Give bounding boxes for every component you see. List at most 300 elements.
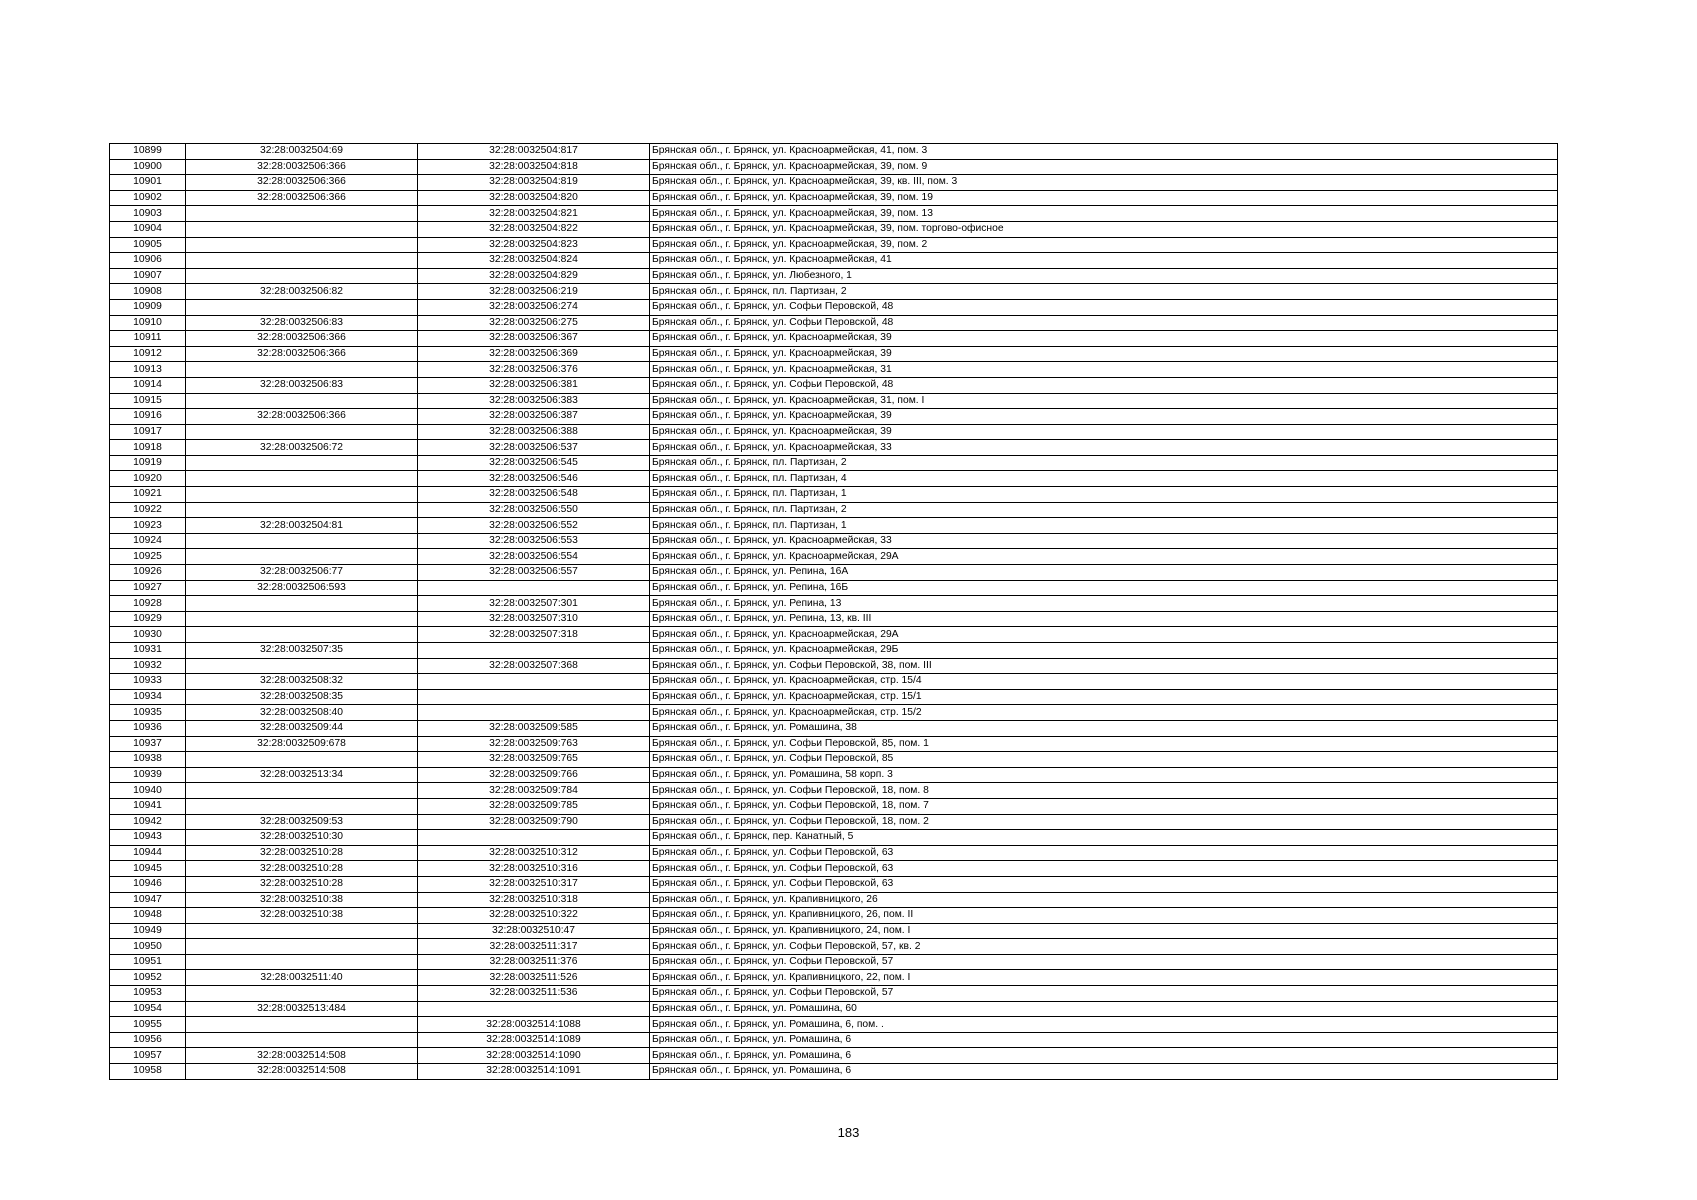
address-cell: Брянская обл., г. Брянск, пл. Партизан, 2 bbox=[650, 284, 1558, 300]
row-number-cell: 10932 bbox=[110, 658, 186, 674]
address-cell: Брянская обл., г. Брянск, ул. Красноармейская, 31 bbox=[650, 362, 1558, 378]
object-cadastral-number-cell: 32:28:0032506:383 bbox=[418, 393, 650, 409]
address-cell: Брянская обл., г. Брянск, ул. Красноармейская, 39 bbox=[650, 409, 1558, 425]
row-number-cell: 10919 bbox=[110, 455, 186, 471]
parcel-cadastral-number-cell: 32:28:0032509:44 bbox=[186, 720, 418, 736]
row-number-cell: 10914 bbox=[110, 377, 186, 393]
row-number-cell: 10953 bbox=[110, 986, 186, 1002]
parcel-cadastral-number-cell: 32:28:0032510:38 bbox=[186, 892, 418, 908]
table-row bbox=[110, 861, 1558, 877]
table-row bbox=[110, 689, 1558, 705]
table-row bbox=[110, 455, 1558, 471]
object-cadastral-number-cell: 32:28:0032510:318 bbox=[418, 892, 650, 908]
object-cadastral-number-cell: 32:28:0032509:763 bbox=[418, 736, 650, 752]
object-cadastral-number-cell: 32:28:0032511:317 bbox=[418, 939, 650, 955]
address-cell: Брянская обл., г. Брянск, ул. Любезного, 1 bbox=[650, 268, 1558, 284]
address-cell: Брянская обл., г. Брянск, ул. Софьи Перовской, 57 bbox=[650, 986, 1558, 1002]
row-number-cell: 10899 bbox=[110, 144, 186, 160]
address-cell: Брянская обл., г. Брянск, ул. Софьи Перовской, 63 bbox=[650, 876, 1558, 892]
object-cadastral-number-cell: 32:28:0032509:585 bbox=[418, 720, 650, 736]
parcel-cadastral-number-cell bbox=[186, 549, 418, 565]
parcel-cadastral-number-cell: 32:28:0032508:32 bbox=[186, 674, 418, 690]
parcel-cadastral-number-cell: 32:28:0032506:366 bbox=[186, 175, 418, 191]
parcel-cadastral-number-cell bbox=[186, 268, 418, 284]
table-row bbox=[110, 362, 1558, 378]
row-number-cell: 10941 bbox=[110, 798, 186, 814]
table-row bbox=[110, 299, 1558, 315]
parcel-cadastral-number-cell: 32:28:0032506:83 bbox=[186, 377, 418, 393]
object-cadastral-number-cell: 32:28:0032507:310 bbox=[418, 611, 650, 627]
table-row bbox=[110, 596, 1558, 612]
parcel-cadastral-number-cell: 32:28:0032506:72 bbox=[186, 440, 418, 456]
row-number-cell: 10946 bbox=[110, 876, 186, 892]
table-row bbox=[110, 830, 1558, 846]
address-cell: Брянская обл., г. Брянск, пер. Канатный, 5 bbox=[650, 830, 1558, 846]
row-number-cell: 10935 bbox=[110, 705, 186, 721]
row-number-cell: 10936 bbox=[110, 720, 186, 736]
table-row bbox=[110, 518, 1558, 534]
table-row bbox=[110, 315, 1558, 331]
table-row bbox=[110, 1001, 1558, 1017]
row-number-cell: 10952 bbox=[110, 970, 186, 986]
object-cadastral-number-cell bbox=[418, 830, 650, 846]
row-number-cell: 10942 bbox=[110, 814, 186, 830]
object-cadastral-number-cell: 32:28:0032506:219 bbox=[418, 284, 650, 300]
object-cadastral-number-cell: 32:28:0032506:381 bbox=[418, 377, 650, 393]
object-cadastral-number-cell: 32:28:0032506:554 bbox=[418, 549, 650, 565]
address-cell: Брянская обл., г. Брянск, пл. Партизан, 2 bbox=[650, 502, 1558, 518]
address-cell: Брянская обл., г. Брянск, ул. Красноармейская, 31, пом. I bbox=[650, 393, 1558, 409]
row-number-cell: 10955 bbox=[110, 1017, 186, 1033]
row-number-cell: 10907 bbox=[110, 268, 186, 284]
address-cell: Брянская обл., г. Брянск, ул. Ромашина, 6 bbox=[650, 1064, 1558, 1080]
table-row bbox=[110, 845, 1558, 861]
table-row bbox=[110, 253, 1558, 269]
parcel-cadastral-number-cell bbox=[186, 206, 418, 222]
object-cadastral-number-cell: 32:28:0032510:312 bbox=[418, 845, 650, 861]
parcel-cadastral-number-cell bbox=[186, 611, 418, 627]
row-number-cell: 10901 bbox=[110, 175, 186, 191]
object-cadastral-number-cell: 32:28:0032506:388 bbox=[418, 424, 650, 440]
address-cell: Брянская обл., г. Брянск, ул. Софьи Перовской, 38, пом. III bbox=[650, 658, 1558, 674]
parcel-cadastral-number-cell bbox=[186, 502, 418, 518]
parcel-cadastral-number-cell: 32:28:0032510:28 bbox=[186, 876, 418, 892]
parcel-cadastral-number-cell bbox=[186, 658, 418, 674]
row-number-cell: 10951 bbox=[110, 954, 186, 970]
parcel-cadastral-number-cell: 32:28:0032508:40 bbox=[186, 705, 418, 721]
object-cadastral-number-cell: 32:28:0032506:537 bbox=[418, 440, 650, 456]
table-row bbox=[110, 377, 1558, 393]
parcel-cadastral-number-cell: 32:28:0032507:35 bbox=[186, 643, 418, 659]
parcel-cadastral-number-cell: 32:28:0032506:366 bbox=[186, 190, 418, 206]
row-number-cell: 10925 bbox=[110, 549, 186, 565]
table-row bbox=[110, 1032, 1558, 1048]
object-cadastral-number-cell: 32:28:0032509:765 bbox=[418, 752, 650, 768]
parcel-cadastral-number-cell bbox=[186, 455, 418, 471]
table-row bbox=[110, 876, 1558, 892]
address-cell: Брянская обл., г. Брянск, ул. Красноармейская, 39 bbox=[650, 331, 1558, 347]
object-cadastral-number-cell: 32:28:0032504:817 bbox=[418, 144, 650, 160]
table-row bbox=[110, 1048, 1558, 1064]
address-cell: Брянская обл., г. Брянск, ул. Красноармейская, 39, пом. 19 bbox=[650, 190, 1558, 206]
row-number-cell: 10923 bbox=[110, 518, 186, 534]
parcel-cadastral-number-cell bbox=[186, 798, 418, 814]
table-row bbox=[110, 736, 1558, 752]
table-row bbox=[110, 502, 1558, 518]
object-cadastral-number-cell: 32:28:0032510:316 bbox=[418, 861, 650, 877]
object-cadastral-number-cell: 32:28:0032504:829 bbox=[418, 268, 650, 284]
object-cadastral-number-cell: 32:28:0032514:1088 bbox=[418, 1017, 650, 1033]
object-cadastral-number-cell: 32:28:0032509:784 bbox=[418, 783, 650, 799]
registry-table bbox=[109, 143, 1558, 1080]
object-cadastral-number-cell: 32:28:0032504:823 bbox=[418, 237, 650, 253]
parcel-cadastral-number-cell: 32:28:0032510:28 bbox=[186, 861, 418, 877]
parcel-cadastral-number-cell: 32:28:0032504:81 bbox=[186, 518, 418, 534]
row-number-cell: 10927 bbox=[110, 580, 186, 596]
object-cadastral-number-cell bbox=[418, 674, 650, 690]
table-row bbox=[110, 393, 1558, 409]
address-cell: Брянская обл., г. Брянск, ул. Крапивницкого, 22, пом. I bbox=[650, 970, 1558, 986]
table-row bbox=[110, 237, 1558, 253]
parcel-cadastral-number-cell: 32:28:0032506:82 bbox=[186, 284, 418, 300]
object-cadastral-number-cell bbox=[418, 643, 650, 659]
parcel-cadastral-number-cell: 32:28:0032509:53 bbox=[186, 814, 418, 830]
address-cell: Брянская обл., г. Брянск, ул. Ромашина, 6 bbox=[650, 1032, 1558, 1048]
row-number-cell: 10930 bbox=[110, 627, 186, 643]
row-number-cell: 10903 bbox=[110, 206, 186, 222]
page-number: 183 bbox=[837, 1125, 860, 1140]
parcel-cadastral-number-cell bbox=[186, 362, 418, 378]
object-cadastral-number-cell: 32:28:0032506:545 bbox=[418, 455, 650, 471]
address-cell: Брянская обл., г. Брянск, ул. Красноармейская, 39, пом. торгово-офисное bbox=[650, 221, 1558, 237]
parcel-cadastral-number-cell: 32:28:0032511:40 bbox=[186, 970, 418, 986]
table-row bbox=[110, 1017, 1558, 1033]
row-number-cell: 10913 bbox=[110, 362, 186, 378]
row-number-cell: 10954 bbox=[110, 1001, 186, 1017]
row-number-cell: 10916 bbox=[110, 409, 186, 425]
row-number-cell: 10908 bbox=[110, 284, 186, 300]
parcel-cadastral-number-cell bbox=[186, 783, 418, 799]
table-row bbox=[110, 627, 1558, 643]
object-cadastral-number-cell: 32:28:0032504:821 bbox=[418, 206, 650, 222]
address-cell: Брянская обл., г. Брянск, ул. Красноармейская, 39, пом. 2 bbox=[650, 237, 1558, 253]
parcel-cadastral-number-cell: 32:28:0032509:678 bbox=[186, 736, 418, 752]
address-cell: Брянская обл., г. Брянск, ул. Красноармейская, 39, кв. III, пом. 3 bbox=[650, 175, 1558, 191]
address-cell: Брянская обл., г. Брянск, ул. Ромашина, 58 корп. 3 bbox=[650, 767, 1558, 783]
table-row bbox=[110, 752, 1558, 768]
table-row bbox=[110, 159, 1558, 175]
address-cell: Брянская обл., г. Брянск, ул. Красноармейская, 33 bbox=[650, 440, 1558, 456]
row-number-cell: 10911 bbox=[110, 331, 186, 347]
table-row bbox=[110, 1064, 1558, 1080]
row-number-cell: 10918 bbox=[110, 440, 186, 456]
table-row bbox=[110, 487, 1558, 503]
object-cadastral-number-cell: 32:28:0032504:824 bbox=[418, 253, 650, 269]
table-row bbox=[110, 440, 1558, 456]
address-cell: Брянская обл., г. Брянск, ул. Репина, 13, кв. III bbox=[650, 611, 1558, 627]
parcel-cadastral-number-cell: 32:28:0032506:366 bbox=[186, 159, 418, 175]
row-number-cell: 10915 bbox=[110, 393, 186, 409]
object-cadastral-number-cell bbox=[418, 580, 650, 596]
address-cell: Брянская обл., г. Брянск, ул. Красноармейская, 29А bbox=[650, 627, 1558, 643]
table-row bbox=[110, 674, 1558, 690]
address-cell: Брянская обл., г. Брянск, пл. Партизан, 1 bbox=[650, 518, 1558, 534]
row-number-cell: 10938 bbox=[110, 752, 186, 768]
address-cell: Брянская обл., г. Брянск, пл. Партизан, 1 bbox=[650, 487, 1558, 503]
object-cadastral-number-cell: 32:28:0032506:367 bbox=[418, 331, 650, 347]
row-number-cell: 10909 bbox=[110, 299, 186, 315]
object-cadastral-number-cell: 32:28:0032506:546 bbox=[418, 471, 650, 487]
address-cell: Брянская обл., г. Брянск, ул. Красноармейская, 41 bbox=[650, 253, 1558, 269]
parcel-cadastral-number-cell: 32:28:0032510:28 bbox=[186, 845, 418, 861]
table-row bbox=[110, 658, 1558, 674]
address-cell: Брянская обл., г. Брянск, ул. Софьи Перовской, 57 bbox=[650, 954, 1558, 970]
parcel-cadastral-number-cell: 32:28:0032506:366 bbox=[186, 331, 418, 347]
object-cadastral-number-cell: 32:28:0032506:557 bbox=[418, 565, 650, 581]
table-row bbox=[110, 970, 1558, 986]
row-number-cell: 10939 bbox=[110, 767, 186, 783]
parcel-cadastral-number-cell bbox=[186, 752, 418, 768]
table-row bbox=[110, 471, 1558, 487]
row-number-cell: 10928 bbox=[110, 596, 186, 612]
table-row bbox=[110, 939, 1558, 955]
table-row bbox=[110, 206, 1558, 222]
object-cadastral-number-cell: 32:28:0032507:318 bbox=[418, 627, 650, 643]
address-cell: Брянская обл., г. Брянск, ул. Красноармейская, 29А bbox=[650, 549, 1558, 565]
object-cadastral-number-cell: 32:28:0032506:376 bbox=[418, 362, 650, 378]
table-row bbox=[110, 986, 1558, 1002]
address-cell: Брянская обл., г. Брянск, ул. Софьи Перовской, 18, пом. 2 bbox=[650, 814, 1558, 830]
parcel-cadastral-number-cell bbox=[186, 533, 418, 549]
row-number-cell: 10910 bbox=[110, 315, 186, 331]
object-cadastral-number-cell: 32:28:0032506:274 bbox=[418, 299, 650, 315]
table-row bbox=[110, 533, 1558, 549]
parcel-cadastral-number-cell: 32:28:0032504:69 bbox=[186, 144, 418, 160]
row-number-cell: 10922 bbox=[110, 502, 186, 518]
row-number-cell: 10957 bbox=[110, 1048, 186, 1064]
object-cadastral-number-cell: 32:28:0032504:820 bbox=[418, 190, 650, 206]
parcel-cadastral-number-cell: 32:28:0032508:35 bbox=[186, 689, 418, 705]
parcel-cadastral-number-cell bbox=[186, 627, 418, 643]
row-number-cell: 10956 bbox=[110, 1032, 186, 1048]
address-cell: Брянская обл., г. Брянск, ул. Красноармейская, 41, пом. 3 bbox=[650, 144, 1558, 160]
parcel-cadastral-number-cell bbox=[186, 923, 418, 939]
table-row bbox=[110, 611, 1558, 627]
parcel-cadastral-number-cell bbox=[186, 471, 418, 487]
object-cadastral-number-cell: 32:28:0032510:317 bbox=[418, 876, 650, 892]
address-cell: Брянская обл., г. Брянск, ул. Репина, 16А bbox=[650, 565, 1558, 581]
parcel-cadastral-number-cell bbox=[186, 424, 418, 440]
parcel-cadastral-number-cell: 32:28:0032510:30 bbox=[186, 830, 418, 846]
address-cell: Брянская обл., г. Брянск, ул. Крапивницкого, 24, пом. I bbox=[650, 923, 1558, 939]
object-cadastral-number-cell: 32:28:0032506:275 bbox=[418, 315, 650, 331]
object-cadastral-number-cell: 32:28:0032514:1089 bbox=[418, 1032, 650, 1048]
row-number-cell: 10926 bbox=[110, 565, 186, 581]
address-cell: Брянская обл., г. Брянск, ул. Крапивницкого, 26, пом. II bbox=[650, 908, 1558, 924]
table-row bbox=[110, 175, 1558, 191]
object-cadastral-number-cell: 32:28:0032511:376 bbox=[418, 954, 650, 970]
address-cell: Брянская обл., г. Брянск, ул. Софьи Перовской, 48 bbox=[650, 315, 1558, 331]
object-cadastral-number-cell: 32:28:0032510:47 bbox=[418, 923, 650, 939]
parcel-cadastral-number-cell bbox=[186, 1032, 418, 1048]
address-cell: Брянская обл., г. Брянск, пл. Партизан, 4 bbox=[650, 471, 1558, 487]
address-cell: Брянская обл., г. Брянск, ул. Ромашина, 60 bbox=[650, 1001, 1558, 1017]
registry-table-body bbox=[110, 144, 1558, 1080]
parcel-cadastral-number-cell bbox=[186, 299, 418, 315]
parcel-cadastral-number-cell bbox=[186, 954, 418, 970]
parcel-cadastral-number-cell: 32:28:0032510:38 bbox=[186, 908, 418, 924]
object-cadastral-number-cell: 32:28:0032511:526 bbox=[418, 970, 650, 986]
parcel-cadastral-number-cell: 32:28:0032513:34 bbox=[186, 767, 418, 783]
address-cell: Брянская обл., г. Брянск, ул. Ромашина, 38 bbox=[650, 720, 1558, 736]
object-cadastral-number-cell: 32:28:0032506:369 bbox=[418, 346, 650, 362]
table-row bbox=[110, 346, 1558, 362]
object-cadastral-number-cell: 32:28:0032514:1091 bbox=[418, 1064, 650, 1080]
row-number-cell: 10934 bbox=[110, 689, 186, 705]
address-cell: Брянская обл., г. Брянск, ул. Софьи Перовской, 85 bbox=[650, 752, 1558, 768]
parcel-cadastral-number-cell: 32:28:0032506:366 bbox=[186, 346, 418, 362]
parcel-cadastral-number-cell: 32:28:0032506:593 bbox=[186, 580, 418, 596]
row-number-cell: 10958 bbox=[110, 1064, 186, 1080]
table-row bbox=[110, 798, 1558, 814]
object-cadastral-number-cell: 32:28:0032506:552 bbox=[418, 518, 650, 534]
address-cell: Брянская обл., г. Брянск, ул. Репина, 13 bbox=[650, 596, 1558, 612]
object-cadastral-number-cell: 32:28:0032504:822 bbox=[418, 221, 650, 237]
table-row bbox=[110, 565, 1558, 581]
address-cell: Брянская обл., г. Брянск, ул. Ромашина, 6, пом. . bbox=[650, 1017, 1558, 1033]
row-number-cell: 10933 bbox=[110, 674, 186, 690]
object-cadastral-number-cell: 32:28:0032506:387 bbox=[418, 409, 650, 425]
object-cadastral-number-cell: 32:28:0032504:819 bbox=[418, 175, 650, 191]
table-row bbox=[110, 643, 1558, 659]
table-row bbox=[110, 954, 1558, 970]
parcel-cadastral-number-cell: 32:28:0032514:508 bbox=[186, 1048, 418, 1064]
address-cell: Брянская обл., г. Брянск, ул. Софьи Перовской, 48 bbox=[650, 377, 1558, 393]
table-row bbox=[110, 705, 1558, 721]
row-number-cell: 10943 bbox=[110, 830, 186, 846]
address-cell: Брянская обл., г. Брянск, ул. Красноармейская, 39 bbox=[650, 346, 1558, 362]
row-number-cell: 10929 bbox=[110, 611, 186, 627]
object-cadastral-number-cell: 32:28:0032511:536 bbox=[418, 986, 650, 1002]
row-number-cell: 10950 bbox=[110, 939, 186, 955]
row-number-cell: 10906 bbox=[110, 253, 186, 269]
row-number-cell: 10944 bbox=[110, 845, 186, 861]
parcel-cadastral-number-cell: 32:28:0032506:77 bbox=[186, 565, 418, 581]
address-cell: Брянская обл., г. Брянск, ул. Софьи Перовской, 63 bbox=[650, 861, 1558, 877]
object-cadastral-number-cell: 32:28:0032509:785 bbox=[418, 798, 650, 814]
object-cadastral-number-cell bbox=[418, 689, 650, 705]
table-row bbox=[110, 221, 1558, 237]
parcel-cadastral-number-cell bbox=[186, 393, 418, 409]
address-cell: Брянская обл., г. Брянск, ул. Красноармейская, 29Б bbox=[650, 643, 1558, 659]
object-cadastral-number-cell bbox=[418, 705, 650, 721]
row-number-cell: 10905 bbox=[110, 237, 186, 253]
address-cell: Брянская обл., г. Брянск, ул. Софьи Перовской, 48 bbox=[650, 299, 1558, 315]
parcel-cadastral-number-cell: 32:28:0032513:484 bbox=[186, 1001, 418, 1017]
object-cadastral-number-cell bbox=[418, 1001, 650, 1017]
table-row bbox=[110, 908, 1558, 924]
address-cell: Брянская обл., г. Брянск, ул. Софьи Перовской, 57, кв. 2 bbox=[650, 939, 1558, 955]
parcel-cadastral-number-cell: 32:28:0032514:508 bbox=[186, 1064, 418, 1080]
table-row bbox=[110, 190, 1558, 206]
address-cell: Брянская обл., г. Брянск, ул. Красноармейская, стр. 15/2 bbox=[650, 705, 1558, 721]
row-number-cell: 10948 bbox=[110, 908, 186, 924]
parcel-cadastral-number-cell bbox=[186, 596, 418, 612]
table-row bbox=[110, 923, 1558, 939]
row-number-cell: 10924 bbox=[110, 533, 186, 549]
table-row bbox=[110, 783, 1558, 799]
table-row bbox=[110, 284, 1558, 300]
row-number-cell: 10937 bbox=[110, 736, 186, 752]
address-cell: Брянская обл., г. Брянск, ул. Софьи Перовской, 85, пом. 1 bbox=[650, 736, 1558, 752]
object-cadastral-number-cell: 32:28:0032507:368 bbox=[418, 658, 650, 674]
table-row bbox=[110, 424, 1558, 440]
table-row bbox=[110, 268, 1558, 284]
object-cadastral-number-cell: 32:28:0032509:766 bbox=[418, 767, 650, 783]
row-number-cell: 10931 bbox=[110, 643, 186, 659]
parcel-cadastral-number-cell: 32:28:0032506:83 bbox=[186, 315, 418, 331]
object-cadastral-number-cell: 32:28:0032506:553 bbox=[418, 533, 650, 549]
address-cell: Брянская обл., г. Брянск, ул. Красноармейская, 33 bbox=[650, 533, 1558, 549]
parcel-cadastral-number-cell bbox=[186, 939, 418, 955]
table-row bbox=[110, 892, 1558, 908]
row-number-cell: 10917 bbox=[110, 424, 186, 440]
parcel-cadastral-number-cell bbox=[186, 221, 418, 237]
row-number-cell: 10900 bbox=[110, 159, 186, 175]
row-number-cell: 10904 bbox=[110, 221, 186, 237]
object-cadastral-number-cell: 32:28:0032506:548 bbox=[418, 487, 650, 503]
object-cadastral-number-cell: 32:28:0032510:322 bbox=[418, 908, 650, 924]
parcel-cadastral-number-cell: 32:28:0032506:366 bbox=[186, 409, 418, 425]
object-cadastral-number-cell: 32:28:0032507:301 bbox=[418, 596, 650, 612]
row-number-cell: 10921 bbox=[110, 487, 186, 503]
table-row bbox=[110, 720, 1558, 736]
row-number-cell: 10945 bbox=[110, 861, 186, 877]
row-number-cell: 10920 bbox=[110, 471, 186, 487]
table-row bbox=[110, 144, 1558, 160]
address-cell: Брянская обл., г. Брянск, ул. Красноармейская, стр. 15/4 bbox=[650, 674, 1558, 690]
object-cadastral-number-cell: 32:28:0032509:790 bbox=[418, 814, 650, 830]
object-cadastral-number-cell: 32:28:0032504:818 bbox=[418, 159, 650, 175]
table-row bbox=[110, 409, 1558, 425]
address-cell: Брянская обл., г. Брянск, ул. Красноармейская, 39 bbox=[650, 424, 1558, 440]
table-row bbox=[110, 549, 1558, 565]
table-row bbox=[110, 580, 1558, 596]
address-cell: Брянская обл., г. Брянск, пл. Партизан, 2 bbox=[650, 455, 1558, 471]
table-row bbox=[110, 331, 1558, 347]
row-number-cell: 10940 bbox=[110, 783, 186, 799]
table-row bbox=[110, 814, 1558, 830]
object-cadastral-number-cell: 32:28:0032506:550 bbox=[418, 502, 650, 518]
parcel-cadastral-number-cell bbox=[186, 1017, 418, 1033]
address-cell: Брянская обл., г. Брянск, ул. Софьи Перовской, 63 bbox=[650, 845, 1558, 861]
address-cell: Брянская обл., г. Брянск, ул. Красноармейская, стр. 15/1 bbox=[650, 689, 1558, 705]
address-cell: Брянская обл., г. Брянск, ул. Репина, 16Б bbox=[650, 580, 1558, 596]
row-number-cell: 10949 bbox=[110, 923, 186, 939]
address-cell: Брянская обл., г. Брянск, ул. Ромашина, 6 bbox=[650, 1048, 1558, 1064]
parcel-cadastral-number-cell bbox=[186, 237, 418, 253]
parcel-cadastral-number-cell bbox=[186, 487, 418, 503]
table-row bbox=[110, 767, 1558, 783]
parcel-cadastral-number-cell bbox=[186, 253, 418, 269]
row-number-cell: 10947 bbox=[110, 892, 186, 908]
address-cell: Брянская обл., г. Брянск, ул. Софьи Перовской, 18, пом. 8 bbox=[650, 783, 1558, 799]
object-cadastral-number-cell: 32:28:0032514:1090 bbox=[418, 1048, 650, 1064]
address-cell: Брянская обл., г. Брянск, ул. Красноармейская, 39, пом. 9 bbox=[650, 159, 1558, 175]
row-number-cell: 10902 bbox=[110, 190, 186, 206]
address-cell: Брянская обл., г. Брянск, ул. Крапивницкого, 26 bbox=[650, 892, 1558, 908]
address-cell: Брянская обл., г. Брянск, ул. Красноармейская, 39, пом. 13 bbox=[650, 206, 1558, 222]
